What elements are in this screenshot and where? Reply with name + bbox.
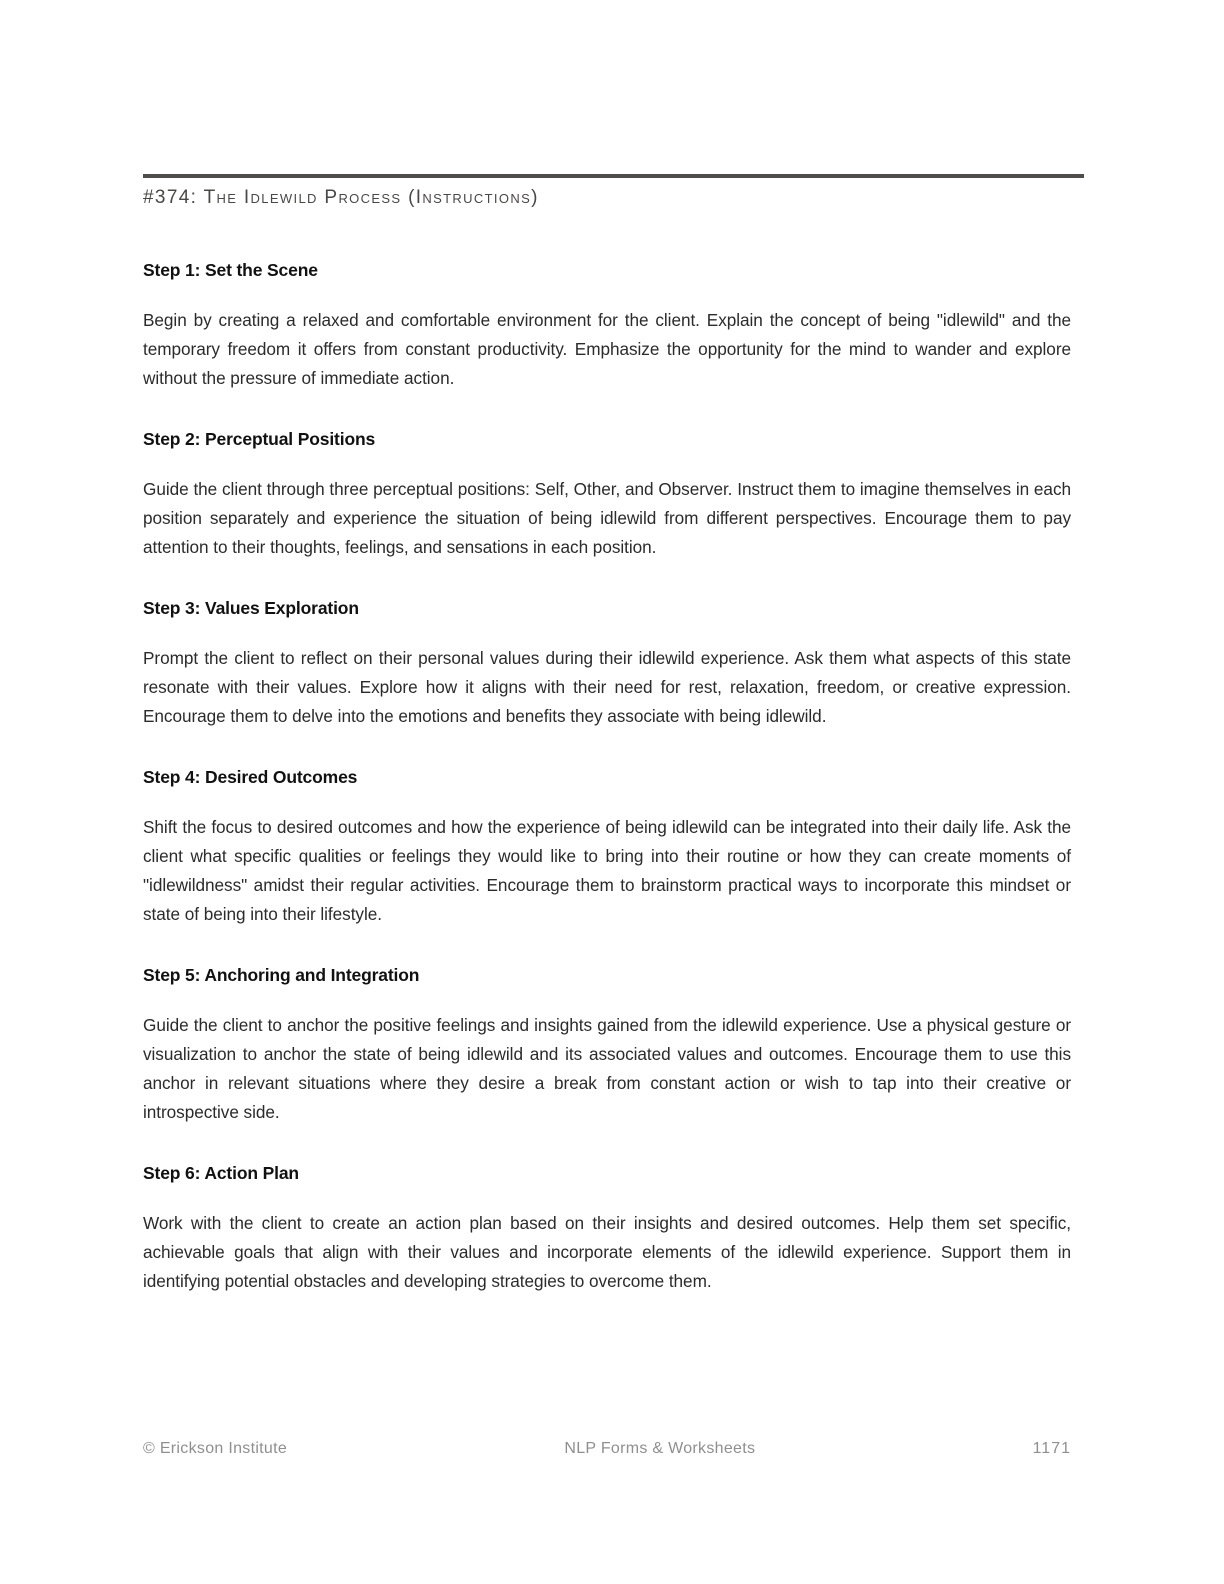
footer-copyright: © Erickson Institute xyxy=(143,1440,288,1457)
step-section xyxy=(143,963,1071,1127)
step-section xyxy=(143,1161,1071,1296)
step-body: Guide the client to anchor the positive feelings and insights gained from the idlewild experience. Use a physical gesture or visualization to anchor the state of being idlewild and its associated values and outcomes. Encourage them to use this anchor in relevant situations where they desire a break from constant action or wish to tap into their creative or introspective side. xyxy=(143,1015,1071,1122)
step-heading: Step 5: Anchoring and Integration xyxy=(143,965,420,985)
step-body: Work with the client to create an action plan based on their insights and desired outcomes. Help them set specific, achievable goals that align with their values and incorporate elements of the idlewild experience. Support them in identifying potential obstacles and developing strategies to overcome them. xyxy=(143,1213,1071,1291)
step-body: Shift the focus to desired outcomes and how the experience of being idlewild can be integrated into their daily life. Ask the client what specific qualities or feelings they would like to bring into their routine or how they can create moments of "idlewildness" amidst their regular activities. Encourage them to brainstorm practical ways to incorporate this mindset or state of being into their lifestyle. xyxy=(143,817,1071,924)
step-section xyxy=(143,596,1071,731)
step-heading: Step 3: Values Exploration xyxy=(143,598,359,618)
step-section xyxy=(143,765,1071,929)
footer-page-number: 1171 xyxy=(1032,1440,1071,1457)
step-heading: Step 4: Desired Outcomes xyxy=(143,767,358,787)
step-body: Guide the client through three perceptual positions: Self, Other, and Observer. Instruct them to imagine themselves in each position separately and experience the situation of being idlewild from different perspectives. Encourage them to pay attention to their thoughts, feelings, and sensations in each position. xyxy=(143,479,1071,557)
step-heading: Step 1: Set the Scene xyxy=(143,260,318,280)
step-body: Begin by creating a relaxed and comfortable environment for the client. Explain the concept of being "idlewild" and the temporary freedom it offers from constant productivity. Emphasize the opportunity for the mind to wander and explore without the pressure of immediate action. xyxy=(143,310,1071,388)
page-header-title: #374: The Idlewild Process (Instructions) xyxy=(143,187,539,208)
header-rule xyxy=(143,174,1084,178)
step-heading: Step 2: Perceptual Positions xyxy=(143,429,376,449)
steps-container xyxy=(143,258,1071,1296)
page-footer xyxy=(143,1437,1071,1461)
step-section xyxy=(143,427,1071,562)
step-body: Prompt the client to reflect on their personal values during their idlewild experience. Ask them what aspects of this state resonate with their values. Explore how it aligns with their need for rest, relaxation, freedom, or creative expression. Encourage them to delve into the emotions and benefits they associate with being idlewild. xyxy=(143,648,1071,726)
footer-collection-title: NLP Forms & Worksheets xyxy=(564,1440,756,1457)
step-heading: Step 6: Action Plan xyxy=(143,1163,299,1183)
step-section xyxy=(143,258,1071,393)
